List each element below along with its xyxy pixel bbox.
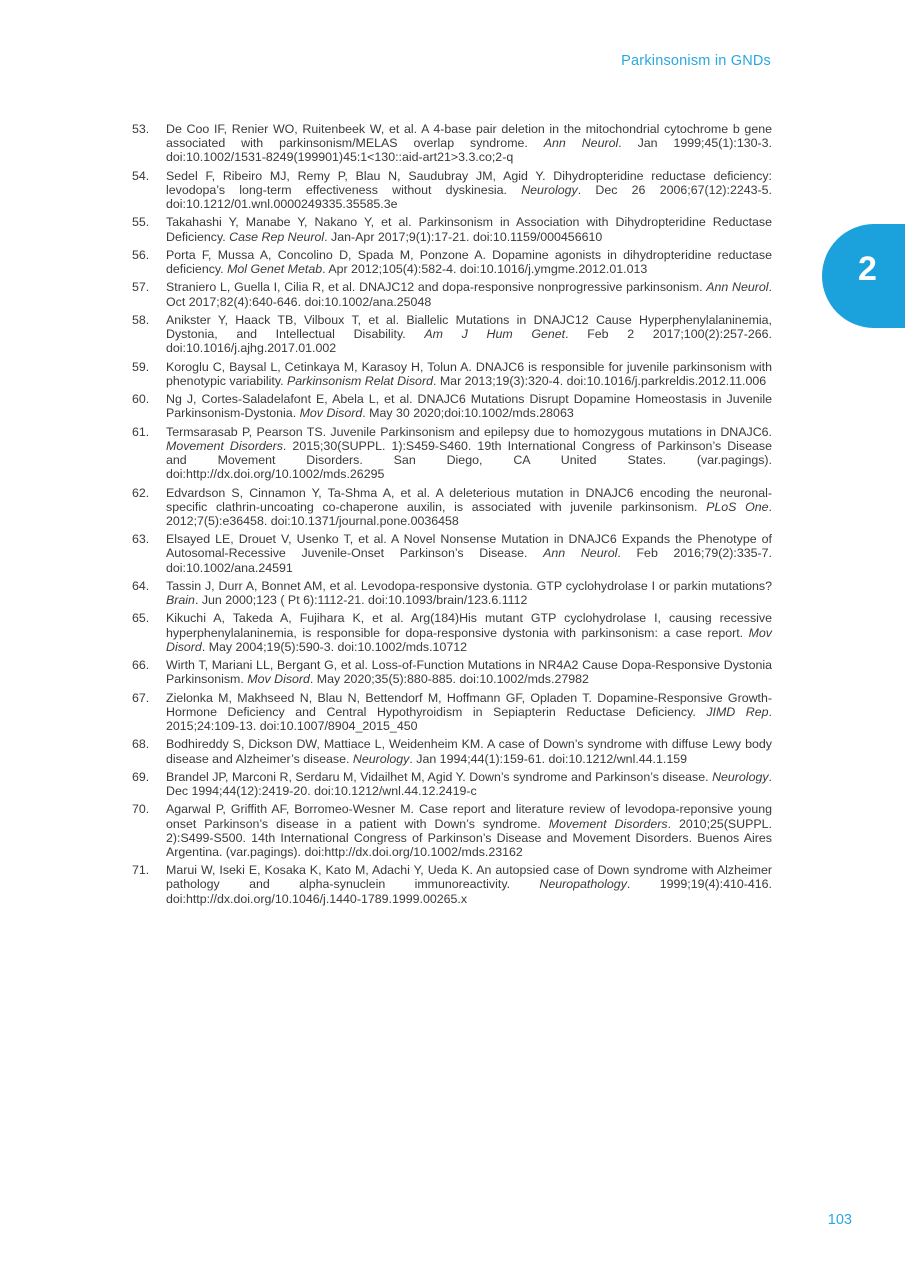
reference-journal: Neuropathology (539, 877, 627, 892)
reference-item (132, 122, 772, 165)
reference-number: 67. (132, 690, 150, 705)
reference-citation: . Dec 26 2006;67(12):2243-5. doi:10.1212/01.wnl.0000249335.35585.3e (166, 182, 772, 212)
reference-item (132, 658, 772, 686)
reference-authors-title: Ng J, Cortes-Saladelafont E, Abela L, et al. DNAJC6 Mutations Disrupt Dopamine Homeostasis in Juvenile Parkinsonism-Dystonia. (166, 392, 772, 421)
reference-authors-title: Straniero L, Guella I, Cilia R, et al. DNAJC12 and dopa-responsive nonprogressive parkinsonism. (166, 280, 707, 295)
reference-citation: . 1999;19(4):410-416. doi:http://dx.doi.org/10.1046/j.1440-1789.1999.00265.x (166, 877, 772, 906)
reference-item (132, 486, 772, 529)
reference-item (132, 313, 772, 356)
reference-number: 65. (132, 611, 150, 626)
reference-journal: Parkinsonism Relat Disord (286, 373, 433, 388)
reference-number: 55. (132, 215, 150, 230)
reference-journal: JIMD Rep (706, 704, 769, 719)
reference-item (132, 280, 772, 308)
reference-journal: Mov Disord (247, 672, 310, 687)
reference-journal: Movement Disorders (548, 816, 668, 831)
reference-citation: . Jan 1994;44(1):159-61. doi:10.1212/wnl.44.1.159 (409, 751, 687, 766)
reference-authors-title: Porta F, Mussa A, Concolino D, Spada M, Ponzone A. Dopamine agonists in dihydropteridine reductase deficiency. (166, 247, 772, 277)
reference-authors-title: Takahashi Y, Manabe Y, Nakano Y, et al. Parkinsonism in Association with Dihydropteridine Reductase Deficiency. (166, 215, 772, 244)
reference-number: 66. (132, 658, 150, 673)
running-header: Parkinsonism in GNDs (621, 53, 771, 69)
reference-authors-title: Agarwal P, Griffith AF, Borromeo-Wesner M. Case report and literature review of levodopa-reponsive young onset Parkinson’s disease in a patient with Down’s syndrome. (166, 802, 772, 831)
reference-authors-title: Brandel JP, Marconi R, Serdaru M, Vidailhet M, Agid Y. Down’s syndrome and Parkinson’s disease. (166, 769, 713, 784)
reference-number: 64. (132, 578, 150, 593)
reference-authors-title: De Coo IF, Renier WO, Ruitenbeek W, et al. A 4-base pair deletion in the mitochondrial cytochrome b gene associated with parkinsonism/MELAS overlap syndrome. (166, 122, 772, 151)
reference-number: 53. (132, 122, 150, 136)
reference-journal: Brain (166, 593, 195, 608)
reference-authors-title: Zielonka M, Makhseed N, Blau N, Bettendorf M, Hoffmann GF, Opladen T. Dopamine-Responsive Growth-Hormone Deficiency and Central Hypothyroidism in Sepiapterin Reductase Deficiency. (166, 690, 772, 719)
reference-authors-title: Koroglu C, Baysal L, Cetinkaya M, Karasoy H, Tolun A. DNAJC6 is responsible for juvenile parkinsonism with phenotypic variability. (166, 359, 772, 388)
reference-citation: . Dec 1994;44(12):2419-20. doi:10.1212/wnl.44.12.2419-c (166, 769, 772, 799)
reference-authors-title: Anikster Y, Haack TB, Vilboux T, et al. Biallelic Mutations in DNAJC12 Cause Hyperphenylalaninemia, Dystonia, and Intellectual Disability. (166, 312, 772, 342)
reference-journal: PLoS One (706, 499, 769, 514)
reference-journal: Neurology (352, 751, 410, 766)
page-number: 103 (827, 1212, 852, 1228)
reference-citation: . 2015;30(SUPPL. 1):S459-S460. 19th International Congress of Parkinson’s Disease and Movement Disorders. San Diego, CA United States. (var.pagings). doi:http://dx.doi.org/10.1002/mds.26295 (166, 438, 772, 482)
reference-journal: Ann Neurol (543, 546, 618, 561)
reference-journal: Mol Genet Metab (227, 262, 323, 277)
reference-citation: . 2010;25(SUPPL. 2):S499-S500. 14th International Congress of Parkinson’s Disease and Movement Disorders. Buenos Aires Argentina. (var.pagings). doi:http://dx.doi.org/10.1002/mds.23162 (166, 816, 772, 859)
reference-citation: . Mar 2013;19(3):320-4. doi:10.1016/j.parkreldis.2012.11.006 (432, 373, 767, 388)
reference-number: 62. (132, 485, 150, 500)
reference-citation: . May 2020;35(5):880-885. doi:10.1002/mds.27982 (309, 672, 589, 687)
reference-journal: Case Rep Neurol (229, 229, 325, 244)
reference-citation: . 2012;7(5):e36458. doi:10.1371/journal.pone.0036458 (166, 499, 772, 528)
reference-number: 54. (132, 168, 150, 183)
reference-item (132, 611, 772, 654)
reference-citation: . Oct 2017;82(4):640-646. doi:10.1002/ana.25048 (166, 280, 772, 309)
reference-item (132, 169, 772, 212)
reference-authors-title: Kikuchi A, Takeda A, Fujihara K, et al. Arg(184)His mutant GTP cyclohydrolase I, causing recessive hyperphenylalaninemia, is responsible for dopa-responsive dystonia with parkinsonism: a case report. (166, 611, 772, 640)
reference-item (132, 579, 772, 607)
reference-journal: Am J Hum Genet (424, 327, 566, 342)
reference-item (132, 425, 772, 482)
reference-journal: Movement Disorders (166, 438, 283, 453)
reference-authors-title: Elsayed LE, Drouet V, Usenko T, et al. A Novel Nonsense Mutation in DNAJC6 Expands the Phenotype of Autosomal-Recessive Juvenile-Onset Parkinson’s Disease. (166, 532, 772, 561)
reference-authors-title: Marui W, Iseki E, Kosaka K, Kato M, Adachi Y, Ueda K. An autopsied case of Down syndrome with Alzheimer pathology and alpha-synuclein immunoreactivity. (166, 863, 772, 892)
reference-journal: Neurology (712, 769, 769, 784)
reference-list (132, 122, 772, 910)
reference-citation: . Jan-Apr 2017;9(1):17-21. doi:10.1159/000456610 (324, 229, 603, 244)
chapter-number: 2 (858, 250, 877, 288)
reference-number: 57. (132, 280, 150, 295)
reference-item (132, 691, 772, 734)
reference-citation: . 2015;24:109-13. doi:10.1007/8904_2015_450 (166, 704, 772, 734)
reference-number: 56. (132, 247, 150, 262)
reference-item (132, 248, 772, 276)
reference-journal: Ann Neurol (543, 136, 619, 151)
reference-authors-title: Termsarasab P, Pearson TS. Juvenile Parkinsonism and epilepsy due to homozygous mutations in DNAJC6. (166, 424, 772, 439)
reference-citation: . May 2004;19(5):590-3. doi:10.1002/mds.10712 (201, 639, 468, 654)
reference-citation: . Apr 2012;105(4):582-4. doi:10.1016/j.ymgme.2012.01.013 (322, 262, 648, 277)
reference-citation: . Feb 2016;79(2):335-7. doi:10.1002/ana.24591 (166, 546, 772, 575)
reference-number: 60. (132, 392, 150, 407)
reference-number: 69. (132, 769, 150, 784)
reference-number: 61. (132, 424, 150, 439)
reference-journal: Neurology (521, 182, 578, 197)
reference-number: 70. (132, 802, 150, 817)
reference-item (132, 802, 772, 859)
reference-item (132, 215, 772, 243)
reference-authors-title: Tassin J, Durr A, Bonnet AM, et al. Levodopa-responsive dystonia. GTP cyclohydrolase I or parkin mutations? (166, 578, 772, 593)
reference-journal: Mov Disord (166, 625, 772, 654)
reference-journal: Ann Neurol (706, 280, 769, 295)
reference-citation: . Feb 2 2017;100(2):257-266. doi:10.1016/j.ajhg.2017.01.002 (166, 327, 772, 356)
reference-item (132, 532, 772, 575)
reference-item (132, 863, 772, 906)
reference-citation: . Jan 1999;45(1):130-3. doi:10.1002/1531-8249(199901)45:1<130::aid-art21>3.3.co;2-q (166, 136, 772, 165)
reference-item (132, 737, 772, 765)
reference-number: 68. (132, 737, 150, 752)
reference-item (132, 770, 772, 798)
reference-authors-title: Sedel F, Ribeiro MJ, Remy P, Blau N, Saudubray JM, Agid Y. Dihydropteridine reductase deficiency: levodopa’s long-term effectiveness without dyskinesia. (166, 168, 772, 197)
reference-item (132, 392, 772, 420)
reference-number: 63. (132, 532, 150, 547)
reference-citation: . Jun 2000;123 ( Pt 6):1112-21. doi:10.1093/brain/123.6.1112 (194, 593, 528, 608)
chapter-tab (822, 224, 905, 328)
reference-authors-title: Edvardson S, Cinnamon Y, Ta-Shma A, et al. A deleterious mutation in DNAJC6 encoding the neuronal-specific clathrin-uncoating co-chaperone auxilin, is associated with juvenile parkinsonism. (166, 485, 772, 514)
reference-citation: . May 30 2020;doi:10.1002/mds.28063 (362, 406, 574, 421)
reference-journal: Mov Disord (299, 406, 363, 421)
reference-number: 59. (132, 359, 150, 374)
reference-authors-title: Bodhireddy S, Dickson DW, Mattiace L, Weidenheim KM. A case of Down’s syndrome with diffuse Lewy body disease and Alzheimer’s disease. (166, 737, 772, 766)
reference-authors-title: Wirth T, Mariani LL, Bergant G, et al. Loss-of-Function Mutations in NR4A2 Cause Dopa-Responsive Dystonia Parkinsonism. (166, 658, 772, 687)
reference-number: 71. (132, 863, 150, 878)
reference-number: 58. (132, 312, 150, 327)
reference-item (132, 360, 772, 388)
